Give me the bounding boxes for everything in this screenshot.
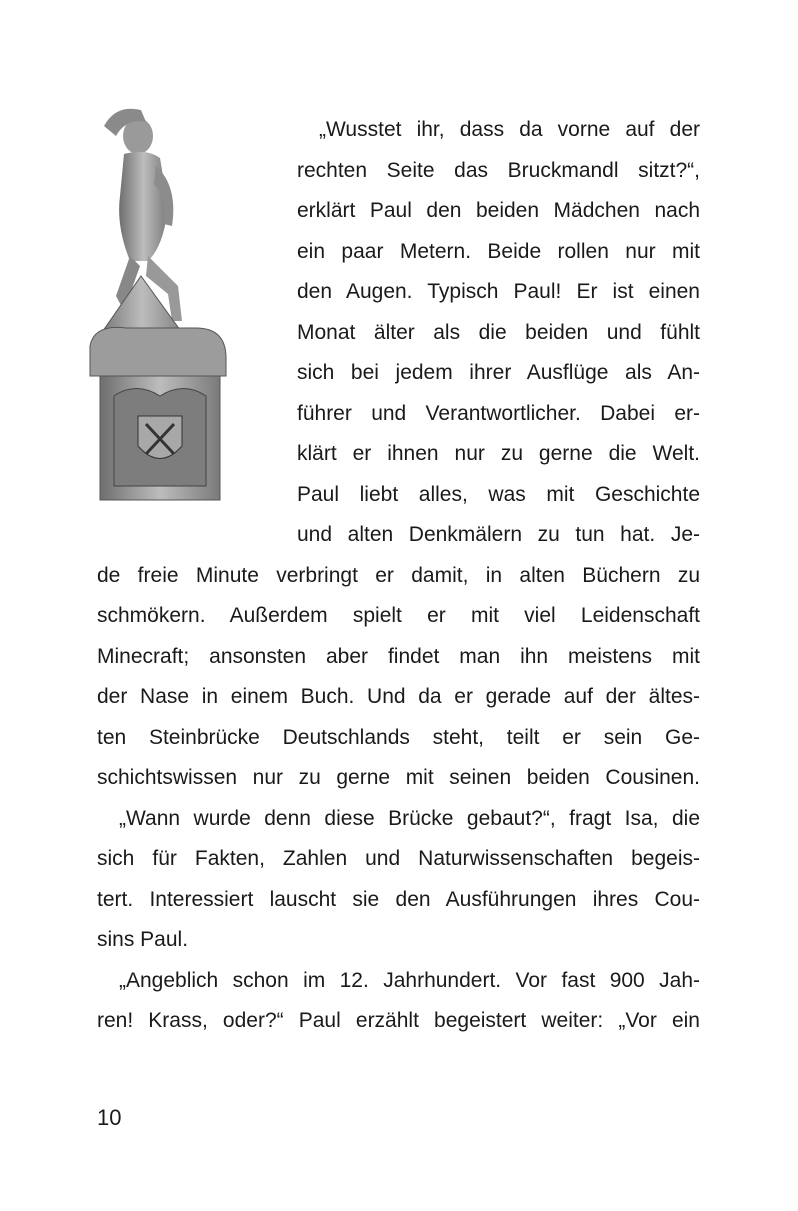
text-line: führer und Verantwortlicher. Dabei er- bbox=[297, 401, 700, 425]
text-line: Paul liebt alles, was mit Geschichte bbox=[297, 482, 700, 506]
text-line: sich bei jedem ihrer Ausflüge als An- bbox=[297, 361, 700, 384]
text-line: den Augen. Typisch Paul! Er ist einen bbox=[297, 280, 700, 303]
text-line: „Wusstet ihr, dass da vorne auf der bbox=[319, 118, 700, 141]
text-line: sins Paul. bbox=[97, 928, 189, 951]
text-line: tert. Interessiert lauscht sie den Ausführungen ihres Cou- bbox=[97, 887, 700, 911]
text-line: klärt er ihnen nur zu gerne die Welt. bbox=[297, 442, 700, 465]
text-line: und alten Denkmälern zu tun hat. Je- bbox=[297, 523, 700, 546]
text-line: rechten Seite das Bruckmandl sitzt?“, bbox=[297, 158, 700, 182]
text-line: Minecraft; ansonsten aber findet man ihn meistens mit bbox=[97, 644, 700, 668]
text-line: „Angeblich schon im 12. Jahrhundert. Vor fast 900 Jah- bbox=[119, 968, 700, 992]
text-line: sich für Fakten, Zahlen und Naturwissenschaften begeis- bbox=[97, 847, 700, 870]
text-line: schmökern. Außerdem spielt er mit viel Leidenschaft bbox=[97, 604, 700, 627]
text-line: erklärt Paul den beiden Mädchen nach bbox=[297, 199, 700, 222]
page-number: 10 bbox=[97, 1105, 122, 1130]
text-line: „Wann wurde denn diese Brücke gebaut?“, fragt Isa, die bbox=[119, 806, 700, 830]
bruckmandl-statue-illustration bbox=[86, 96, 230, 504]
text-line: der Nase in einem Buch. Und da er gerade auf der ältes- bbox=[97, 685, 700, 708]
text-line: schichtswissen nur zu gerne mit seinen beiden Cousinen. bbox=[97, 766, 700, 789]
text-line: de freie Minute verbringt er damit, in alten Büchern zu bbox=[97, 563, 700, 587]
text-line: Monat älter als die beiden und fühlt bbox=[297, 320, 700, 344]
text-line: ten Steinbrücke Deutschlands steht, teilt er sein Ge- bbox=[97, 725, 700, 749]
text-line: ein paar Metern. Beide rollen nur mit bbox=[297, 239, 700, 263]
text-line: ren! Krass, oder?“ Paul erzählt begeistert weiter: „Vor ein bbox=[97, 1009, 700, 1032]
